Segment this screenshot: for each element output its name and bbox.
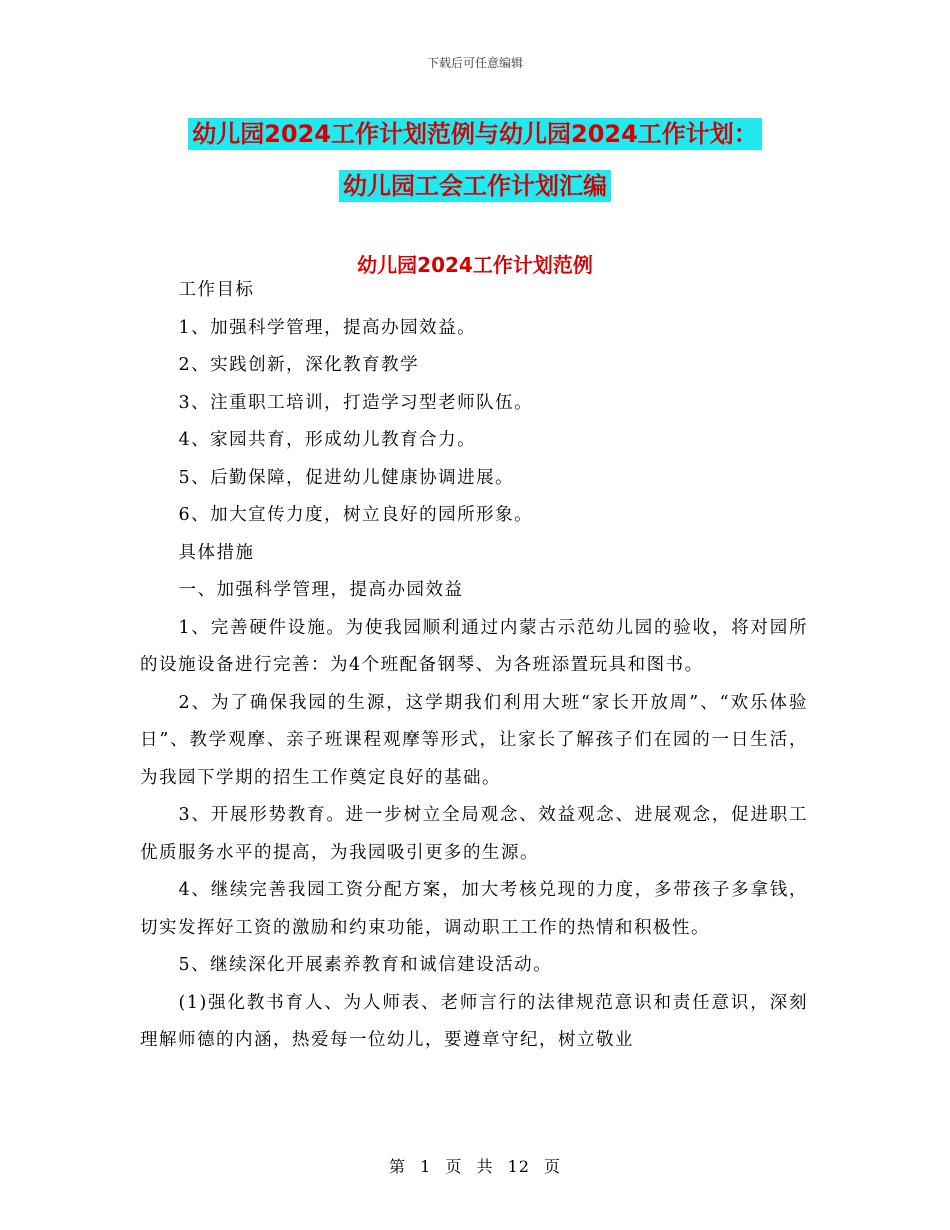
footer-prefix: 第 [388,1157,406,1176]
paragraph: 1、完善硬件设施。为使我园顺利通过内蒙古示范幼儿园的验收，将对园所的设施设备进行完善：为4个班配备钢琴、为各班添置玩具和图书。 [140,617,808,675]
paragraph: 具体措施 [178,542,255,563]
main-title [0,108,950,212]
page-footer [0,1154,950,1177]
paragraph: 3、开展形势教育。进一步树立全局观念、效益观念、进展观念，促进职工优质服务水平的提高，为我园吸引更多的生源。 [140,805,808,863]
paragraph: 4、继续完善我园工资分配方案，加大考核兑现的力度，多带孩子多拿钱，切实发挥好工资的激励和约束功能，调动职工工作的热情和积极性。 [140,880,808,938]
footer-page-word: 页 [445,1157,463,1176]
paragraph: 2、为了确保我园的生源，这学期我们利用大班“家长开放周”、“欢乐体验日”、教学观摩、亲子班课程观摩等形式，让家长了解孩子们在园的一日生活，为我园下学期的招生工作奠定良好的基础。 [140,692,808,788]
paragraph: 工作目标 [178,280,255,300]
paragraph: 2、实践创新，深化教育教学 [178,355,420,375]
current-page-number: 1 [420,1157,432,1176]
paragraph: (1)强化教书育人、为人师表、老师言行的法律规范意识和责任意识，深刻理解师德的内涵，热爱每一位幼儿，要遵章守纪，树立敬业 [140,992,808,1050]
paragraph: 3、注重职工培训，打造学习型老师队伍。 [178,392,534,413]
paragraph: 4、家园共育，形成幼儿教育合力。 [178,430,477,450]
document-body [140,272,808,1060]
main-title-line1: 幼儿园2024工作计划范例与幼儿园2024工作计划： [188,118,762,150]
main-title-line2: 幼儿园工会工作计划汇编 [339,170,611,202]
paragraph: 1、加强科学管理，提高办园效益。 [178,317,477,338]
footer-suffix: 页 [544,1157,562,1176]
section-title: 幼儿园2024工作计划范例 [357,253,593,277]
footer-total-word: 共 [476,1157,494,1176]
paragraph: 5、继续深化开展素养教育和诚信建设活动。 [178,955,553,975]
header-note: 下载后可任意编辑 [426,56,523,70]
paragraph: 5、后勤保障，促进幼儿健康协调进展。 [178,467,515,488]
paragraph: 6、加大宣传力度，树立良好的园所形象。 [178,505,534,525]
paragraph: 一、加强科学管理，提高办园效益 [178,580,464,600]
total-page-count: 12 [507,1157,530,1176]
